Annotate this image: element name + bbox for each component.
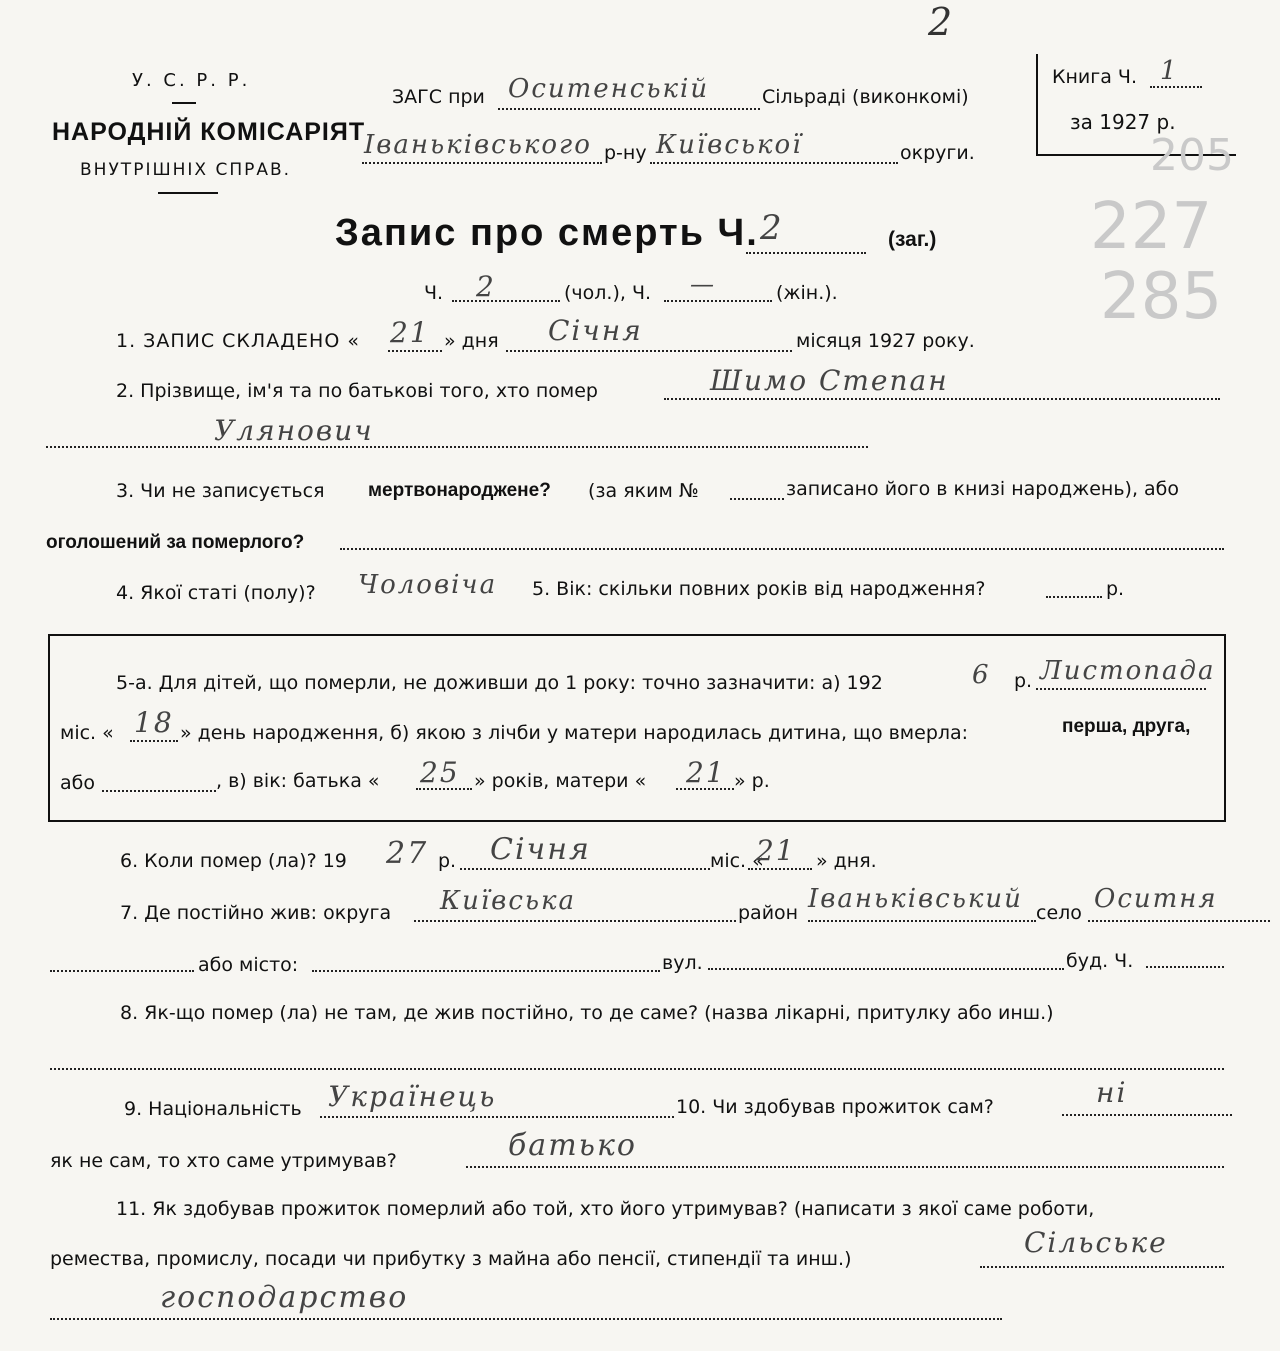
zags-suffix: Сільраді (виконкомі)	[762, 86, 969, 108]
field6-b: р.	[438, 850, 457, 872]
book-number: 1	[1160, 56, 1179, 86]
book-label: Книга Ч.	[1052, 66, 1137, 88]
field11-value2: господарство	[160, 1280, 409, 1315]
field5a-month: Листопада	[1040, 656, 1216, 686]
field5-suffix: р.	[1106, 578, 1125, 600]
field5-line	[1046, 596, 1102, 598]
field2-label: 2. Прізвище, ім'я та по батькові того, хто помер	[116, 380, 598, 402]
field11-line2	[50, 1318, 1002, 1320]
field1-day-line	[388, 350, 442, 352]
field7-f: буд. Ч.	[1066, 950, 1134, 972]
field3-c: (за яким №	[588, 480, 699, 502]
field2-line2	[46, 446, 868, 448]
raion-value: Іваньківського	[364, 130, 592, 160]
field7-okruha-line	[414, 920, 736, 922]
field5a-mother: 21	[686, 756, 726, 789]
record-number-line	[746, 252, 866, 254]
field3-no-line	[730, 498, 784, 500]
raion-line	[362, 162, 602, 164]
field10-b: як не сам, то хто саме утримував?	[50, 1150, 397, 1172]
okruha-label: округи.	[900, 142, 975, 164]
field5a-b: р.	[1014, 670, 1033, 692]
field5a-i: » р.	[734, 770, 770, 792]
field5a-month-line	[1036, 688, 1206, 690]
field7-a: 7. Де постійно жив: округа	[120, 902, 392, 924]
field5a-day: 18	[134, 706, 174, 739]
republic-label: У. С. Р. Р.	[132, 70, 251, 91]
field6-year: 27	[386, 836, 429, 871]
raion-label: р-ну	[604, 142, 647, 164]
female-number: —	[690, 270, 716, 298]
field1-day-suffix: » дня	[444, 330, 499, 352]
field3-d: записано його в книзі народжень), або	[786, 478, 1180, 500]
field5-label: 5. Вік: скільки повних років від народження?	[532, 578, 986, 600]
field7-raion: Іваньківський	[808, 884, 1023, 914]
field8-label: 8. Як-що помер (ла) не там, де жив постійно, то де саме? (назва лікарні, притулку або инш.)	[120, 1002, 1054, 1024]
male-number: 2	[476, 270, 496, 303]
field10-value: ні	[1096, 1076, 1128, 1109]
field3-b: мертвонароджене?	[368, 480, 551, 501]
field5a-father: 25	[420, 756, 460, 789]
field2-line1	[664, 398, 1220, 400]
okruha-line	[650, 162, 898, 164]
field5a-g: , в) вік: батька «	[216, 770, 380, 792]
field10-line	[1062, 1114, 1232, 1116]
field4-value: Чоловіча	[358, 570, 498, 600]
field7-village-line	[1088, 920, 1270, 922]
zags-village-value: Оситенській	[508, 74, 710, 104]
field1-label: 1. ЗАПИС СКЛАДЕНО «	[116, 330, 360, 352]
book-number-line	[1150, 86, 1202, 88]
field11-b: ремества, промислу, посади чи прибутку з майна або пенсії, стипендії та инш.)	[50, 1248, 852, 1270]
field6-day-line	[748, 868, 812, 870]
field1-day: 21	[390, 316, 430, 349]
field6-day: 21	[756, 834, 796, 867]
field5a-e: перша, друга,	[1062, 716, 1191, 737]
field10-line2	[466, 1166, 1224, 1168]
commissariat-title: НАРОДНІЙ КОМІСАРІЯТ	[52, 118, 366, 146]
field8-line	[50, 1068, 1224, 1070]
field9-value: Українець	[328, 1080, 497, 1113]
field6-c: міс. «	[710, 850, 764, 872]
female-line	[664, 300, 772, 302]
field7-pre-line	[50, 970, 194, 972]
record-number: 2	[760, 208, 784, 248]
field7-okruha: Київська	[440, 886, 577, 916]
field7-d: або місто:	[198, 954, 299, 976]
field1-month-line	[506, 350, 792, 352]
field7-b: район	[738, 902, 799, 924]
field3-a: 3. Чи не записується	[116, 480, 325, 502]
field6-month-line	[460, 868, 710, 870]
field6-month: Січня	[490, 832, 591, 867]
zags-village-line	[498, 108, 760, 110]
field9-line	[320, 1116, 674, 1118]
ch-label: Ч.	[424, 282, 444, 304]
okruha-value: Київської	[656, 130, 803, 160]
male-label: (чол.), Ч.	[564, 282, 652, 304]
field5a-c: міс. «	[60, 722, 114, 744]
book-year: за 1927 р.	[1070, 110, 1176, 134]
field6-a: 6. Коли помер (ла)? 19	[120, 850, 347, 872]
field11-value1: Сільське	[1024, 1226, 1168, 1259]
field10-value2: батько	[508, 1128, 637, 1163]
field1-month: Січня	[548, 314, 643, 347]
page-number: 2	[928, 0, 955, 44]
field6-d: » дня.	[816, 850, 877, 872]
field1-suffix: місяця 1927 року.	[796, 330, 975, 352]
record-zag: (заг.)	[888, 228, 937, 251]
field5a-day-line	[130, 740, 178, 742]
record-title: Запис про смерть Ч.	[335, 212, 759, 254]
field2-value2: Улянович	[214, 414, 374, 447]
header-divider-2	[158, 192, 218, 194]
field5a-d: » день народження, б) якою з лічби у матери народилась дитина, що вмерла:	[180, 722, 969, 744]
field7-e: вул.	[662, 952, 703, 974]
field5a-f: або	[60, 772, 95, 794]
pencil-mark-1: 205	[1150, 130, 1234, 181]
male-line	[452, 300, 560, 302]
field7-house-line	[1146, 966, 1224, 968]
field11-line1	[980, 1266, 1224, 1268]
field7-raion-line	[808, 920, 1036, 922]
book-box-left	[1036, 54, 1038, 154]
field7-street-line	[708, 968, 1064, 970]
field10-label: 10. Чи здобував прожиток сам?	[676, 1096, 994, 1118]
field9-label: 9. Національність	[124, 1098, 302, 1120]
field11-a: 11. Як здобував прожиток померлий або той, хто його утримував? (написати з якої саме роботи,	[116, 1198, 1095, 1220]
pencil-mark-2: 227	[1090, 190, 1213, 264]
field5a-year: 6	[972, 660, 991, 690]
header-divider	[172, 102, 196, 104]
field5a-a: 5-а. Для дітей, що померли, не доживши до 1 року: точно зазначити: а) 192	[116, 672, 883, 694]
field4-label: 4. Якої статі (полу)?	[116, 582, 316, 604]
field7-village: Оситня	[1094, 884, 1218, 914]
field5a-h: » років, матери «	[474, 770, 647, 792]
field2-value1: Шимо Степан	[710, 364, 949, 397]
field5a-order-line	[102, 790, 216, 792]
female-label: (жін.).	[776, 282, 838, 304]
field3-e: оголошений за померлого?	[46, 532, 305, 553]
pencil-mark-3: 285	[1100, 260, 1223, 334]
field3-line	[340, 548, 1224, 550]
field7-c: село	[1036, 902, 1082, 924]
department-label: ВНУТРІШНІХ СПРАВ.	[80, 160, 292, 180]
field7-city-line	[312, 970, 660, 972]
zags-prefix: ЗАГС при	[392, 86, 485, 108]
